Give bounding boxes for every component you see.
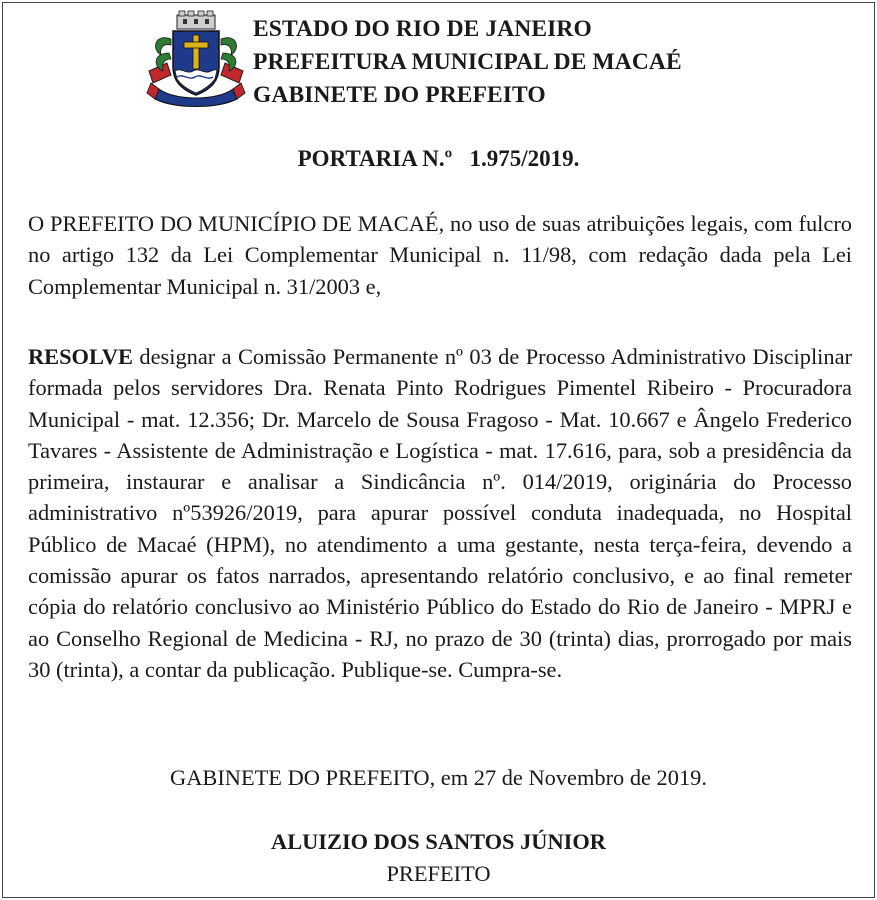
header-text-block bbox=[253, 9, 682, 112]
signer-role: PREFEITO bbox=[386, 861, 491, 886]
closing-line: GABINETE DO PREFEITO, em 27 de Novembro de 2019. bbox=[170, 765, 707, 790]
header-state-line: ESTADO DO RIO DE JANEIRO bbox=[253, 16, 592, 42]
document-title: PORTARIA N.º 1.975/2019. bbox=[297, 146, 580, 171]
resolution-paragraph bbox=[28, 341, 852, 685]
coat-of-arms-icon bbox=[141, 9, 251, 109]
document-page bbox=[2, 2, 875, 898]
header-office-line: GABINETE DO PREFEITO bbox=[253, 82, 546, 108]
signer-name: ALUIZIO DOS SANTOS JÚNIOR bbox=[271, 829, 606, 854]
resolution-lead-word: RESOLVE bbox=[28, 344, 133, 369]
preamble-paragraph: O PREFEITO DO MUNICÍPIO DE MACAÉ, no uso de suas atribuições legais, com fulcro no artigo 132 da Lei Complementar Municipal n. 11/98, com redação dada pela Lei Complementar Municipal n. 31/2003 e, bbox=[28, 211, 852, 299]
resolution-body: designar a Comissão Permanente nº 03 de Processo Administrativo Disciplinar formada pelos servidores Dra. Renata Pinto Rodrigues Pimentel Ribeiro - Procuradora Municipal - mat. 12.356; Dr. Marcelo de Sousa Fragoso - Mat. 10.667 e Ângelo Frederico Tavares - Assistente de Administração e Logística - mat. 17.616, para, sob a presidência da primeira, instaurar e analisar a Sindicância nº. 014/2019, originária do Processo administrativo nº53926/2019, para apurar possível conduta inadequada, no Hospital Público de Macaé (HPM), no atendimento a uma gestante, nesta terça-feira, devendo a comissão apurar os fatos narrados, apresentando relatório conclusivo, e ao final remeter cópia do relatório conclusivo ao Ministério Público do Estado do Rio de Janeiro - MPRJ e ao Conselho Regional de Medicina - RJ, no prazo de 30 (trinta) dias, prorrogado por mais 30 (trinta), a contar da publicação. Publique-se. Cumpra-se. bbox=[28, 344, 852, 682]
document-header bbox=[141, 9, 682, 113]
header-prefecture-line: PREFEITURA MUNICIPAL DE MACAÉ bbox=[253, 49, 682, 75]
